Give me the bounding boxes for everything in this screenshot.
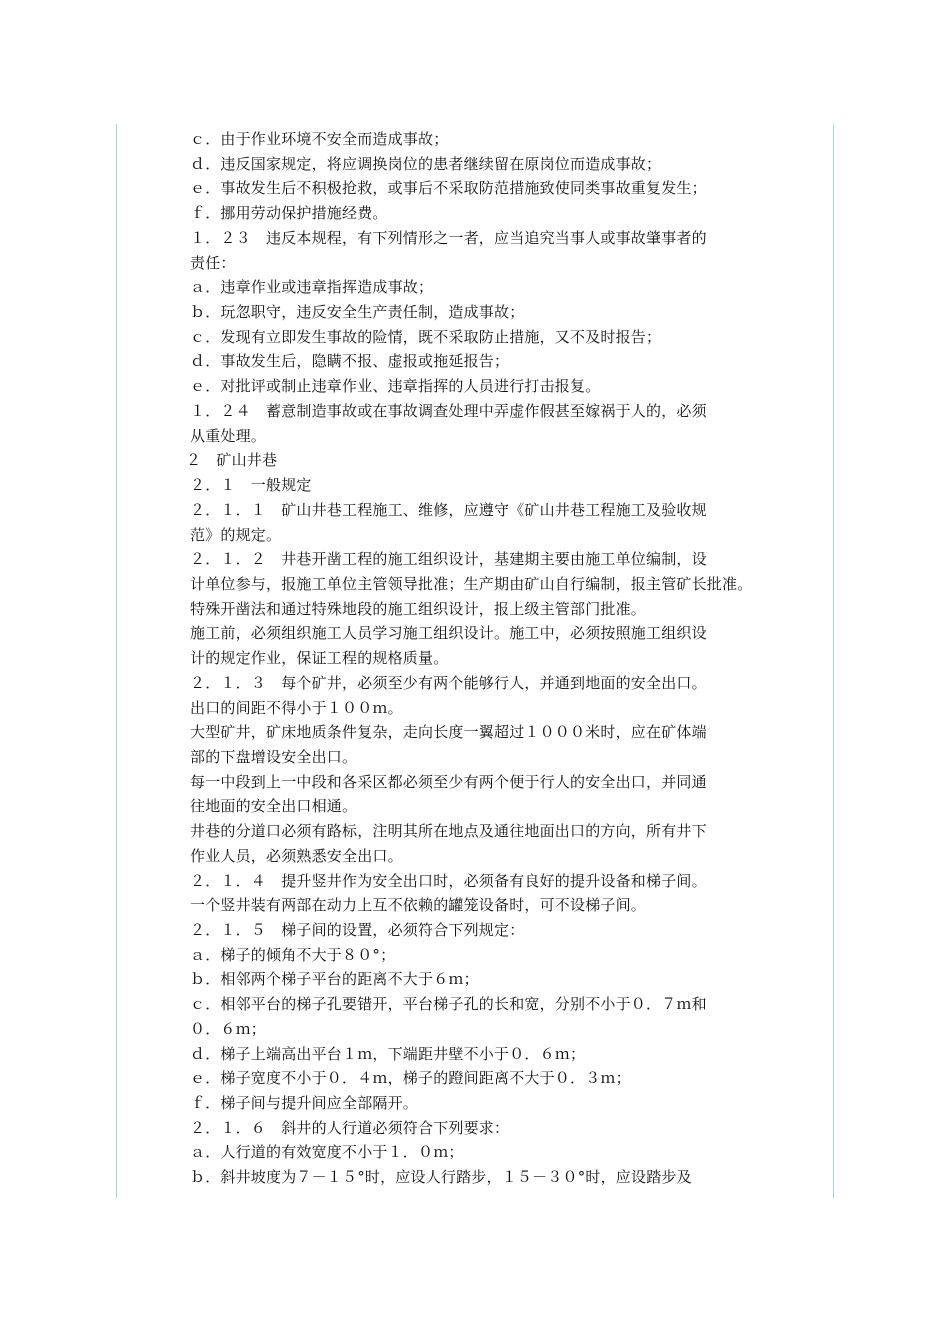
text-line: ｃ．相邻平台的梯子孔要错开，平台梯子孔的长和宽，分别不小于０．７ｍ和 (190, 995, 707, 1014)
text-line: 作业人员，必须熟悉安全出口。 (190, 846, 403, 865)
text-line: 责任： (190, 253, 236, 272)
document-body (186, 127, 830, 1190)
left-margin-rule (116, 124, 117, 1198)
clause-heading: ２．１．６ 斜井的人行道必须符合下列要求： (190, 1118, 510, 1137)
text-line: 从重处理。 (190, 426, 267, 445)
clause-heading: ２．１．５ 梯子间的设置，必须符合下列规定： (190, 921, 525, 939)
subsection-heading: ２．１ 一般规定 (190, 476, 312, 495)
text-line: ｅ．事故发生后不积极抢救，或事后不采取防范措施致使同类事故重复发生； (190, 179, 707, 198)
text-line: 井巷的分道口必须有路标，注明其所在地点及通往地面出口的方向，所有井下 (190, 822, 707, 841)
text-line: ｂ．相邻两个梯子平台的距离不大于６ｍ； (190, 970, 479, 989)
text-line: ｄ．违反国家规定，将应调换岗位的患者继续留在原岗位而造成事故； (190, 154, 662, 173)
text-line: ｆ．梯子间与提升间应全部隔开。 (190, 1094, 419, 1113)
section-heading: ２ 矿山井巷 (186, 451, 278, 470)
text-line: 计的规定作业，保证工程的规格质量。 (190, 649, 449, 668)
text-line: 范》的规定。 (190, 525, 282, 544)
text-line: ａ．人行道的有效宽度不小于１．０ｍ； (190, 1143, 464, 1162)
text-line: ｄ．梯子上端高出平台１ｍ，下端距井壁不小于０．６ｍ； (190, 1044, 586, 1063)
text-line: 每一中段到上一中段和各采区都必须至少有两个便于行人的安全出口，并同通 (190, 772, 707, 791)
text-line: ａ．违章作业或违章指挥造成事故； (190, 278, 434, 297)
text-line: ｂ．玩忽职守，违反安全生产责任制，造成事故； (190, 303, 525, 322)
right-margin-rule (833, 124, 834, 1198)
text-line: ｃ．发现有立即发生事故的险情，既不采取防止措施，又不及时报告； (190, 327, 662, 346)
clause-heading: ２．１．１ 矿山井巷工程施工、维修，应遵守《矿山井巷工程施工及验收规 (190, 500, 707, 519)
text-line: 特殊开凿法和通过特殊地段的施工组织设计，报上级主管部门批准。 (190, 599, 647, 618)
text-line: 往地面的安全出口相通。 (190, 797, 358, 816)
clause-heading: １．２３ 违反本规程，有下列情形之一者，应当追究当事人或事故肇事者的 (190, 228, 707, 247)
text-line: ｅ．梯子宽度不小于０．４ｍ，梯子的蹬间距离不大于０．３ｍ； (190, 1069, 631, 1088)
text-line: 计单位参与，报施工单位主管领导批准；生产期由矿山自行编制，报主管矿长批准。 (190, 574, 753, 593)
text-line: 一个竖井装有两部在动力上互不依赖的罐笼设备时，可不设梯子间。 (190, 896, 647, 915)
text-line: 部的下盘增设安全出口。 (190, 747, 358, 766)
text-line: 大型矿井，矿床地质条件复杂，走向长度一翼超过１０００米时，应在矿体端 (190, 723, 707, 742)
text-line: ０．６ｍ； (190, 1019, 267, 1038)
clause-heading: ２．１．２ 井巷开凿工程的施工组织设计，基建期主要由施工单位编制，设 (190, 550, 707, 569)
clause-heading: ２．１．４ 提升竖井作为安全出口时，必须备有良好的提升设备和梯子间。 (190, 871, 707, 890)
text-line: 施工前，必须组织施工人员学习施工组织设计。施工中，必须按照施工组织设 (190, 624, 707, 643)
text-line: ｄ．事故发生后，隐瞒不报、虚报或拖延报告； (190, 352, 510, 371)
text-line: 出口的间距不得小于１００ｍ。 (190, 698, 403, 717)
text-line: ｅ．对批评或制止违章作业、违章指挥的人员进行打击报复。 (190, 377, 601, 396)
text-line: ｆ．挪用劳动保护措施经费。 (190, 204, 388, 223)
text-line: ａ．梯子的倾角不大于８０°； (190, 945, 396, 964)
clause-heading: １．２４ 蓄意制造事故或在事故调查处理中弄虚作假甚至嫁祸于人的，必须 (190, 401, 707, 420)
clause-heading: ２．１．３ 每个矿井，必须至少有两个能够行人，并通到地面的安全出口。 (190, 673, 707, 692)
text-line: ｂ．斜井坡度为７－１５°时，应设人行踏步，１５－３０°时，应设踏步及 (190, 1168, 692, 1187)
text-line: ｃ．由于作业环境不安全而造成事故； (190, 130, 449, 148)
